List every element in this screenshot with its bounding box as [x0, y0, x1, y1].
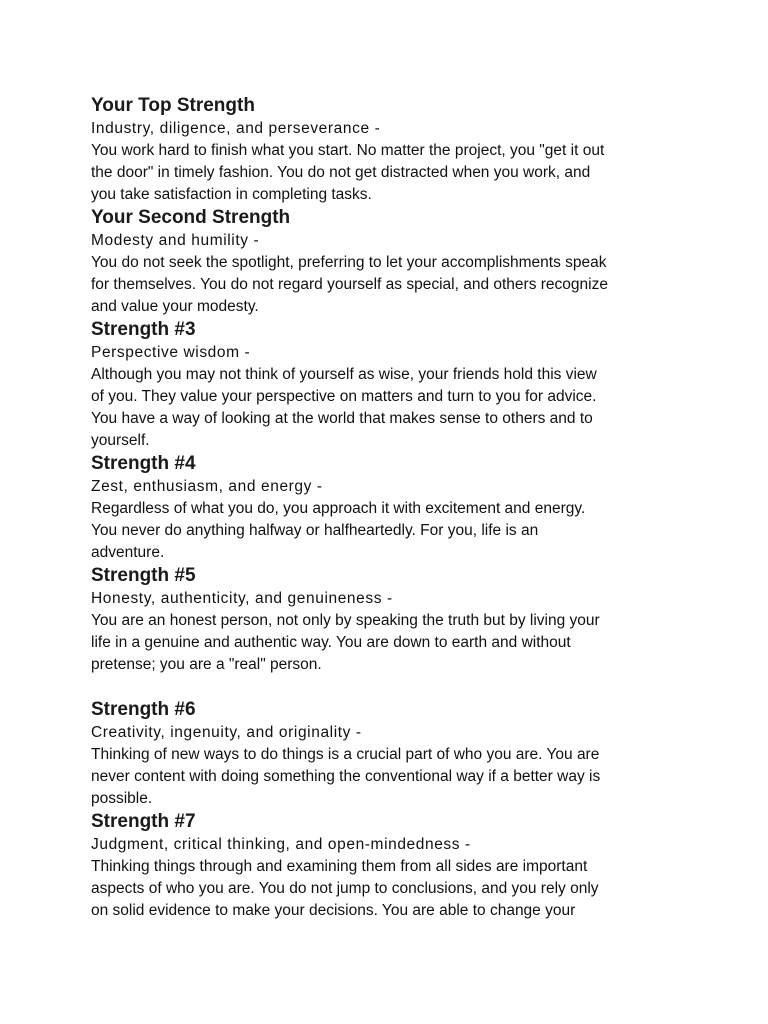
strength-section-6 [91, 698, 711, 810]
section-body [91, 744, 711, 810]
section-heading: Strength #3 [91, 319, 196, 340]
body-line: You have a way of looking at the world that makes sense to others and to [91, 410, 593, 427]
section-heading: Your Second Strength [91, 207, 291, 228]
strength-section-2 [91, 206, 711, 318]
section-subtitle: Industry, diligence, and perseverance - [91, 120, 381, 137]
section-subtitle: Perspective wisdom - [91, 344, 251, 361]
section-body [91, 498, 711, 564]
body-line: You are an honest person, not only by speaking the truth but by living your [91, 612, 600, 629]
section-heading: Your Top Strength [91, 95, 255, 116]
body-line: yourself. [91, 432, 150, 449]
document-page [91, 94, 711, 922]
section-subtitle: Judgment, critical thinking, and open-mindedness - [91, 836, 471, 853]
section-body [91, 252, 711, 318]
body-line: on solid evidence to make your decisions. You are able to change your [91, 902, 576, 919]
strength-section-1 [91, 94, 711, 206]
section-heading: Strength #4 [91, 453, 196, 474]
strength-section-7 [91, 810, 711, 922]
section-body [91, 610, 711, 676]
section-heading: Strength #6 [91, 699, 196, 720]
body-line: Regardless of what you do, you approach it with excitement and energy. [91, 500, 586, 517]
body-line: aspects of who you are. You do not jump to conclusions, and you rely only [91, 880, 599, 897]
body-line: Thinking things through and examining them from all sides are important [91, 858, 588, 875]
body-line: pretense; you are a "real" person. [91, 656, 322, 673]
section-subtitle: Modesty and humility - [91, 232, 260, 249]
body-line: never content with doing something the conventional way if a better way is [91, 768, 601, 785]
body-line: possible. [91, 790, 153, 807]
blank-line [91, 676, 711, 698]
section-subtitle: Honesty, authenticity, and genuineness - [91, 590, 393, 607]
body-line: Although you may not think of yourself as wise, your friends hold this view [91, 366, 597, 383]
strength-section-5 [91, 564, 711, 676]
section-subtitle: Creativity, ingenuity, and originality - [91, 724, 362, 741]
body-line: You never do anything halfway or halfheartedly. For you, life is an [91, 522, 539, 539]
section-heading: Strength #7 [91, 811, 196, 832]
section-body [91, 140, 711, 206]
section-body [91, 364, 711, 452]
strength-section-4 [91, 452, 711, 564]
section-subtitle: Zest, enthusiasm, and energy - [91, 478, 323, 495]
body-line: life in a genuine and authentic way. You are down to earth and without [91, 634, 571, 651]
section-body [91, 856, 711, 922]
section-heading: Strength #5 [91, 565, 196, 586]
body-line: You work hard to finish what you start. No matter the project, you "get it out [91, 142, 605, 159]
strength-section-3 [91, 318, 711, 452]
body-line: for themselves. You do not regard yourself as special, and others recognize [91, 276, 608, 293]
body-line: You do not seek the spotlight, preferring to let your accomplishments speak [91, 254, 607, 271]
body-line: the door" in timely fashion. You do not get distracted when you work, and [91, 164, 591, 181]
body-line: Thinking of new ways to do things is a crucial part of who you are. You are [91, 746, 600, 763]
body-line: and value your modesty. [91, 298, 259, 315]
body-line: adventure. [91, 544, 165, 561]
body-line: of you. They value your perspective on matters and turn to you for advice. [91, 388, 597, 405]
body-line: you take satisfaction in completing tasks. [91, 186, 372, 203]
